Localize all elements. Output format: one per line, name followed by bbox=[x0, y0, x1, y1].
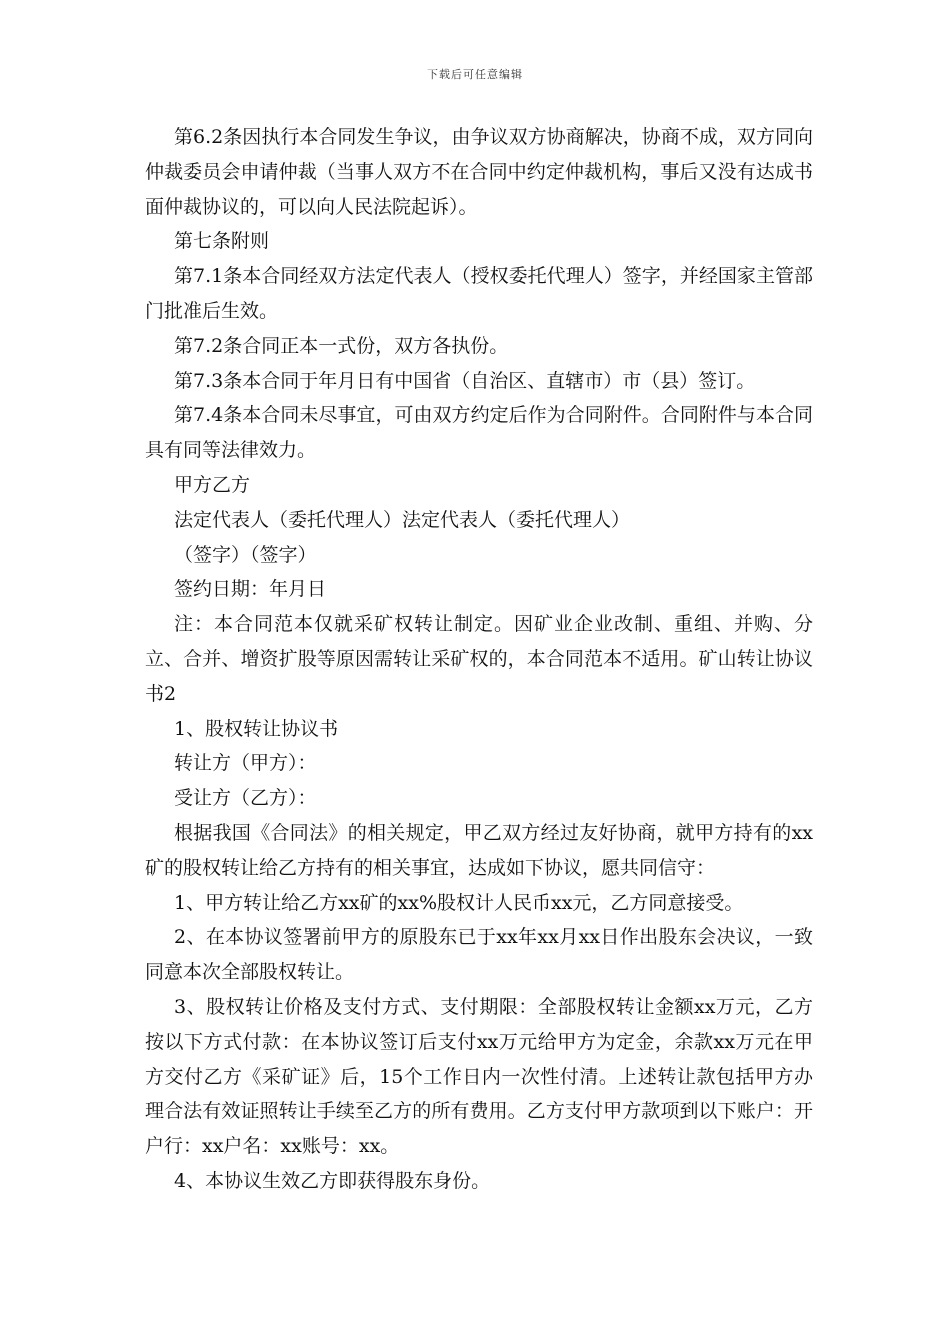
agreement-preamble: 根据我国《合同法》的相关规定，甲乙双方经过友好协商，就甲方持有的xx矿的股权转让给乙方持有的相关事宜，达成如下协议，愿共同信守： bbox=[145, 821, 813, 879]
clause-2: 2、在本协议签署前甲方的原股东已于xx年xx月xx日作出股东会决议，一致同意本次全部股权转让。 bbox=[145, 926, 813, 984]
clause-1: 1、甲方转让给乙方xx矿的xx%股权计人民币xx元，乙方同意接受。 bbox=[174, 891, 744, 914]
page-header-note: 下载后可任意编辑 bbox=[427, 68, 523, 81]
party-labels: 甲方乙方 bbox=[174, 473, 251, 496]
paragraph-7-2: 第7.2条合同正本一式份，双方各执份。 bbox=[174, 334, 509, 357]
paragraph-7-3: 第7.3条本合同于年月日有中国省（自治区、直辖市）市（县）签订。 bbox=[174, 369, 756, 392]
legal-representative-labels: 法定代表人（委托代理人）法定代表人（委托代理人） bbox=[174, 508, 631, 531]
signature-labels: （签字）（签字） bbox=[174, 543, 317, 566]
clause-4: 4、本协议生效乙方即获得股东身份。 bbox=[174, 1169, 491, 1192]
paragraph-7-1: 第7.1条本合同经双方法定代表人（授权委托代理人）签字，并经国家主管部门批准后生效。 bbox=[145, 265, 813, 322]
document-body bbox=[145, 120, 813, 1199]
transferee-label: 受让方（乙方）： bbox=[174, 787, 317, 810]
paragraph-6-2-dispute: 第6.2条因执行本合同发生争议，由争议双方协商解决，协商不成，双方同向仲裁委员会申请仲裁（当事人双方不在合同中约定仲裁机构，事后又没有达成书面仲裁协议的，可以向人民法院起诉）。 bbox=[145, 126, 813, 218]
signing-date: 签约日期：年月日 bbox=[174, 578, 327, 601]
transferor-label: 转让方（甲方）： bbox=[174, 752, 317, 775]
equity-agreement-title: 1、股权转让协议书 bbox=[174, 717, 339, 740]
note-paragraph: 注：本合同范本仅就采矿权转让制定。因矿业企业改制、重组、并购、分立、合并、增资扩股等原因需转让采矿权的，本合同范本不适用。矿山转让协议书2 bbox=[145, 613, 813, 705]
paragraph-7-4: 第7.4条本合同未尽事宜，可由双方约定后作为合同附件。合同附件与本合同具有同等法律效力。 bbox=[145, 404, 813, 462]
clause-3: 3、股权转让价格及支付方式、支付期限：全部股权转让金额xx万元，乙方按以下方式付款：在本协议签订后支付xx万元给甲方为定金，余款xx万元在甲方交付乙方《采矿证》后，15个工作日内一次性付清。上述转让款包括甲方办理合法有效证照转让手续至乙方的所有费用。乙方支付甲方款项到以下账户：开户行：xx户名：xx账号：xx。 bbox=[145, 995, 813, 1158]
paragraph-article-7-heading: 第七条附则 bbox=[174, 230, 270, 253]
